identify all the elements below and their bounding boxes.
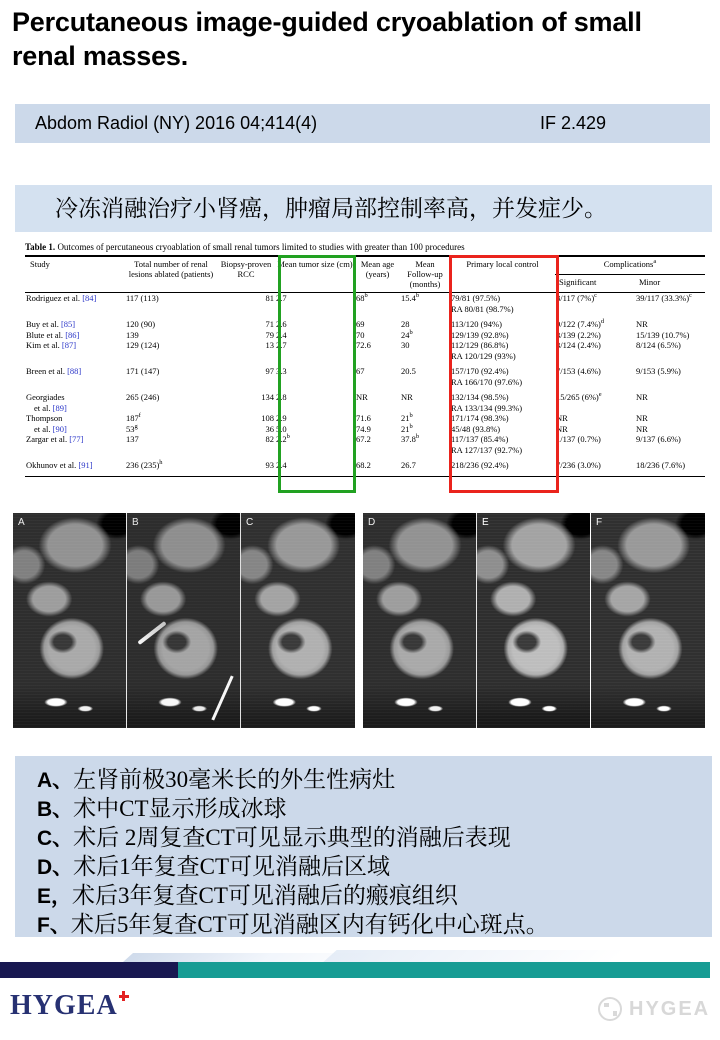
annotation-line: E，术后3年复查CT可见消融后的瘢痕组织 (37, 883, 458, 908)
col-header-significant: Significant (555, 275, 635, 293)
col-header-local-control: Primary local control (450, 256, 555, 293)
ct-panel-label: E (482, 517, 489, 528)
col-header-age: Mean age (years) (355, 256, 400, 293)
hygea-watermark (598, 997, 710, 1021)
footer-bar-navy (0, 962, 178, 978)
annotation-line: D、术后1年复查CT可见消融后区域 (37, 854, 391, 879)
table-row: Okhunov et al. [91] 236 $(235)^h$ 93 2.4 68.2 26.7 218/236 (92.4%) 7/236 (3.0%) 18/236 (7.6%) (25, 455, 705, 476)
hygea-logo (10, 990, 129, 1022)
table-row: Zargar et al. [77] 137 82 2.2$^b$ 67.2 37.8$^b$ 117/137 (85.4%) RA 127/137 (92.7%) 1/137 (0.7%) 9/137 (6.6%) (26, 433, 681, 455)
ct-panel-label: A (18, 517, 25, 528)
ct-panel-e (477, 513, 591, 728)
ct-figure (13, 513, 705, 728)
col-header-followup: Mean Follow-up (months) (400, 256, 450, 293)
table-row: Breen et al. [88] 171 (147) 97 3.3 67 20.5 157/170 (92.4%) RA 166/170 (97.6%) 7/153 (4.6%) 9/153 (5.9%) (26, 366, 681, 387)
results-table (25, 255, 705, 477)
footer-swoosh-2 (323, 950, 626, 962)
col-header-minor: Minor (635, 275, 705, 293)
ct-panel-c (241, 513, 355, 728)
table-row: Buy et al. [85] 120 (90) 71 2.6 69 28 113/120 (94%) 9/122 $(7.4\%)^d$ NR (26, 318, 648, 329)
journal-citation: Abdom Radiol (NY) 2016 04;414(4) (35, 113, 318, 133)
ct-panel-label: F (596, 517, 603, 528)
col-header-rcc: Biopsy-proven RCC (217, 256, 275, 293)
ct-panel-a (13, 513, 127, 728)
hygea-logo-text: HYGEA (10, 990, 118, 1021)
ct-panel-d (363, 513, 477, 728)
table-row: Rodriguez et al. [84] 117 (113) 81 2.7 68$^b$ 15.4$^b$ 79/81 (97.5%) RA 80/81 (98.7%) 8/117 $(7\%)^c$ 39/117 $(33.3\%)^c$ (26, 292, 692, 314)
ct-panel-label: C (246, 517, 254, 528)
annotation-line: C、术后 2周复查CT可见显示典型的消融后表现 (37, 825, 511, 850)
summary-bar (15, 185, 712, 232)
table-row: Blute et al. [86] 139 79 2.4 70 24$^b$ 129/139 (92.8%) 3/139 (2.2%) 15/139 (10.7%) (26, 328, 690, 340)
table-row: Thompson et al. [90] 187$^f$ 53$^g$ 108 36 2.9 5.0 71.6 74.9 21$^b$ 21$^b$ 171/174 (98.3%) 45/48 (93.8%) NR NR NR NR (26, 412, 648, 434)
table-caption (25, 241, 705, 253)
hygea-watermark-text: HYGEA (629, 997, 711, 1020)
ct-panel-label: D (368, 517, 376, 528)
ct-panel-label: B (132, 517, 139, 528)
impact-factor: IF 2.429 (540, 113, 607, 133)
table-caption-text: Outcomes of percutaneous cryoablation of small renal tumors limited to studies with greater than 100 procedures (57, 242, 465, 252)
annotation-line: F、术后5年复查CT可见消融区内有钙化中心斑点。 (37, 912, 549, 937)
red-cross-icon (119, 991, 129, 1001)
table-caption-label: Table 1. (25, 242, 56, 252)
ct-panel-f (591, 513, 705, 728)
paper-table (25, 241, 705, 493)
annotation-line: B、术中CT显示形成冰球 (37, 796, 287, 821)
page-title: Percutaneous image-guided cryoablation of small renal masses. (12, 7, 642, 71)
col-header-complications: Complications$^a$ (555, 256, 705, 275)
footer-bar-teal (178, 962, 710, 978)
hygea-watermark-icon (598, 997, 622, 1021)
annotation-panel (15, 756, 712, 937)
journal-bar (15, 104, 710, 143)
col-header-study: Study (25, 256, 125, 293)
col-header-total: Total number of renal lesions ablated (patients) (125, 256, 217, 293)
col-header-tumor-size: Mean tumor size (cm) (275, 256, 355, 293)
table-row: Kim et al. [87] 129 (124) 13 2.7 72.6 30 112/129 (86.8%) RA 120/129 (93%) 3/124 (2.4%) 8/124 (6.5%) (26, 340, 681, 361)
ct-panel-b (127, 513, 241, 728)
annotation-line: A、左肾前极30毫米长的外生性病灶 (37, 767, 396, 792)
summary-text: 冷冻消融治疗小肾癌，肿瘤局部控制率高，并发症少。 (55, 196, 607, 221)
table-row: Georgiades et al. [89] 265 (246) 134 2.8 NR NR 132/134 (98.5%) RA 133/134 (99.3%) 15/265 $(6\%)^e$ NR (26, 391, 648, 413)
